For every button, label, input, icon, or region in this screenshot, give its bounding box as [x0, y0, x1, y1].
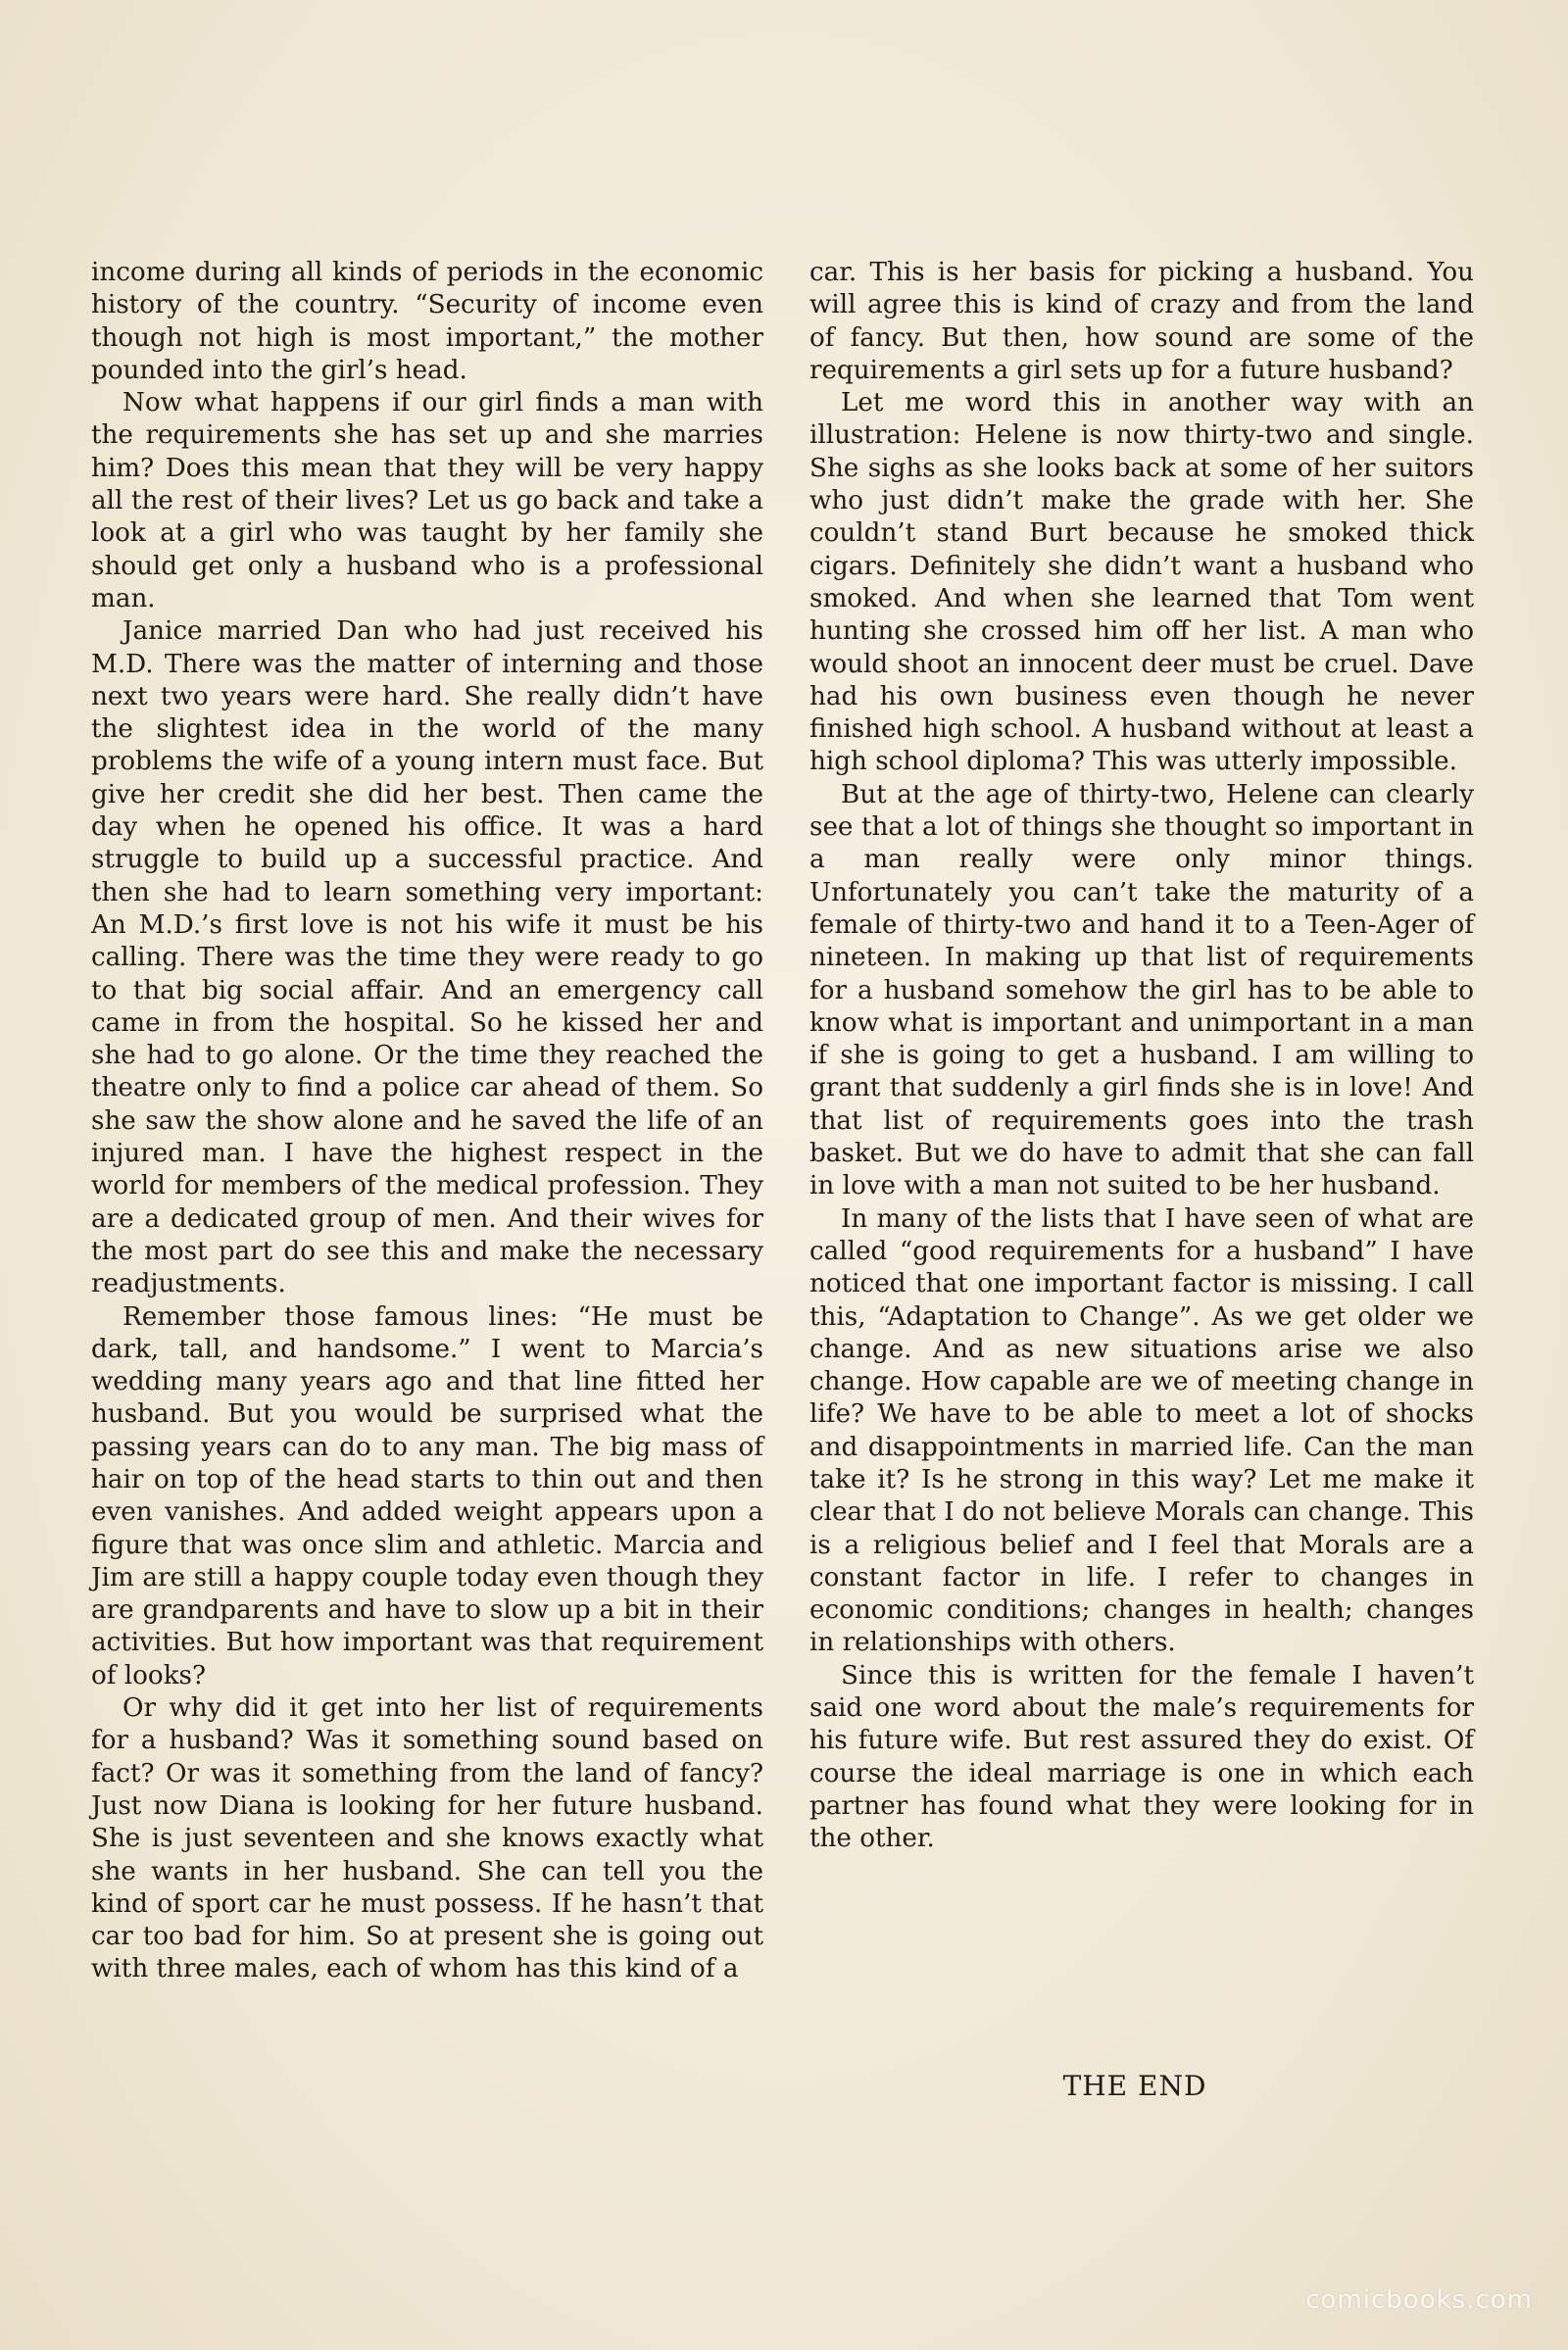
right-column [809, 257, 1474, 1856]
paragraph: Remember those famous lines: “He must be dark, tall, and handsome.” I went to Marcia’s wedding many years ago and that line fitted her husband. But you would be surprised what the passing years can do to any man. The big mass of hair on top of the head starts to thin out and then even vanishes. And added weight appears upon a figure that was once slim and athletic. Marcia and Jim are still a happy couple today even though they are grandparents and have to slow up a bit in their activities. But how important was that requirement of looks? [91, 1301, 763, 1690]
left-column [91, 257, 763, 1986]
paragraph: Janice married Dan who had just received his M.D. There was the matter of interning and those next two years were hard. She really didn’t have the slightest idea in the world of the many problems the wife of a young intern must face. But give her credit she did her best. Then came the day when he opened his office. It was a hard struggle to build up a successful practice. And then she had to learn something very important: An M.D.’s first love is not his wife it must be his calling. There was the time they were ready to go to that big social affair. And an emergency call came in from the hospital. So he kissed her and she had to go alone. Or the time they reached the theatre only to find a police car ahead of them. So she saw the show alone and he saved the life of an injured man. I have the highest respect in the world for members of the medical profession. They are a dedicated group of men. And their wives for the most part do see this and make the necessary readjustments. [91, 616, 763, 1299]
paragraph: Now what happens if our girl finds a man with the requirements she has set up and she marries him? Does this mean that they will be very happy all the rest of their lives? Let us go back and take a look at a girl who was taught by her family she should get only a husband who is a professional man. [91, 388, 763, 613]
paragraph: Or why did it get into her list of requirements for a husband? Was it something sound based on fact? Or was it something from the land of fancy? Just now Diana is looking for her future husband. She is just seventeen and she knows exactly what she wants in her husband. She can tell you the kind of sport car he must possess. If he hasn’t that car too bad for him. So at present she is going out with three males, each of whom has this kind of a [91, 1693, 763, 1984]
paragraph: Since this is written for the female I haven’t said one word about the male’s requirements for his future wife. But rest assured they do exist. Of course the ideal marriage is one in which each partner has found what they were looking for in the other. [809, 1660, 1474, 1854]
paragraph: Let me word this in another way with an illustration: Helene is now thirty-two and single. She sighs as she looks back at some of her suitors who just didn’t make the grade with her. She couldn’t stand Burt because he smoked thick cigars. Definitely she didn’t want a husband who smoked. And when she learned that Tom went hunting she crossed him off her list. A man who would shoot an innocent deer must be cruel. Dave had his own business even though he never finished high school. A husband without at least a high school diploma? This was utterly impossible. [809, 388, 1474, 777]
the-end-label: THE END [1062, 2070, 1207, 2102]
paragraph: In many of the lists that I have seen of what are called “good requirements for a husband” I have noticed that one important factor is missing. I call this, “Adaptation to Change”. As we get older we change. And as new situations arise we also change. How capable are we of meeting change in life? We have to be able to meet a lot of shocks and disappointments in married life. Can the man take it? Is he strong in this way? Let me make it clear that I do not believe Morals can change. This is a religious belief and I feel that Morals are a constant factor in life. I refer to changes in economic conditions; changes in health; changes in relationships with others. [809, 1203, 1474, 1658]
paragraph: But at the age of thirty-two, Helene can clearly see that a lot of things she thought so important in a man really were only minor things. Unfortunately you can’t take the maturity of a female of thirty-two and hand it to a Teen-Ager of nineteen. In making up that list of requirements for a husband somehow the girl has to be able to know what is important and unimportant in a man if she is going to get a husband. I am willing to grant that suddenly a girl finds she is in love! And that list of requirements goes into the trash basket. But we do have to admit that she can fall in love with a man not suited to be her husband. [809, 779, 1474, 1201]
paragraph: car. This is her basis for picking a husband. You will agree this is kind of crazy and from the land of fancy. But then, how sound are some of the requirements a girl sets up for a future husband? [809, 258, 1474, 385]
paragraph: income during all kinds of periods in the economic history of the country. “Security of income even though not high is most important,” the mother pounded into the girl’s head. [91, 258, 763, 385]
site-watermark: comicbooks.com [1305, 2285, 1533, 2315]
